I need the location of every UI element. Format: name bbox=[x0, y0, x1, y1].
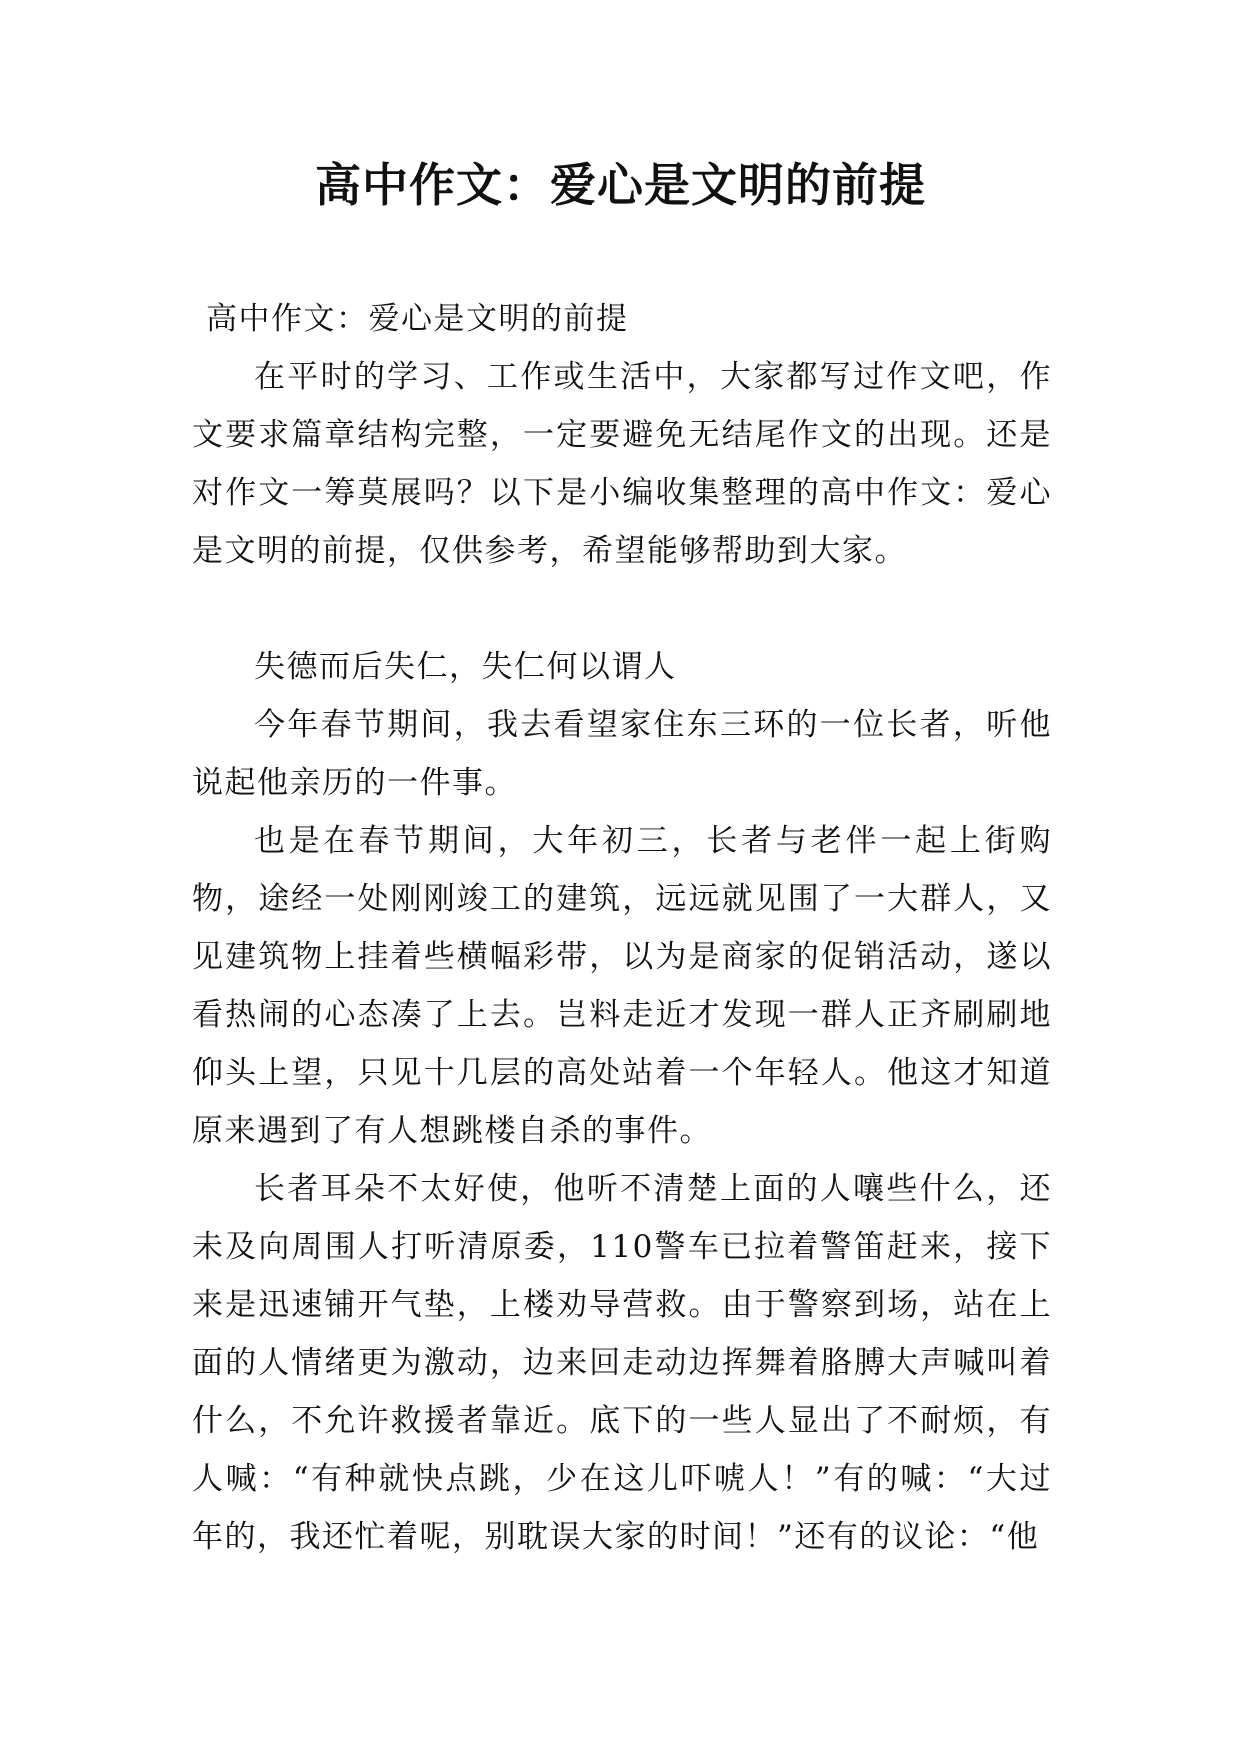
document-subtitle: 高中作文：爱心是文明的前提 bbox=[206, 301, 629, 337]
document-body bbox=[192, 290, 1052, 1566]
document-title: 高中作文：爱心是文明的前提 bbox=[315, 158, 926, 212]
body-paragraph: 今年春节期间，我去看望家住东三环的一位长者，听他说起他亲历的一件事。 bbox=[192, 707, 1052, 801]
section-heading: 失德而后失仁，失仁何以谓人 bbox=[254, 649, 677, 685]
body-paragraph: 也是在春节期间，大年初三，长者与老伴一起上街购物，途经一处刚刚竣工的建筑，远远就见围了一大群人，又见建筑物上挂着些横幅彩带，以为是商家的促销活动，遂以看热闹的心态凑了上去。岂料走近才发现一群人正齐刷刷地仰头上望，只见十几层的高处站着一个年轻人。他这才知道原来遇到了有人想跳楼自杀的事件。 bbox=[192, 823, 1052, 1149]
body-paragraph: 长者耳朵不太好使，他听不清楚上面的人嚷些什么，还未及向周围人打听清原委，110警车已拉着警笛赶来，接下来是迅速铺开气垫，上楼劝导营救。由于警察到场，站在上面的人情绪更为激动，边来回走动边挥舞着胳膊大声喊叫着什么，不允许救援者靠近。底下的一些人显出了不耐烦，有人喊：“有种就快点跳，少在这儿吓唬人！”有的喊：“大过年的，我还忙着呢，别耽误大家的时间！”还有的议论：“他 bbox=[192, 1171, 1052, 1555]
paragraph-spacer bbox=[192, 580, 1052, 638]
intro-paragraph: 在平时的学习、工作或生活中，大家都写过作文吧，作文要求篇章结构完整，一定要避免无结尾作文的出现。还是对作文一筹莫展吗？以下是小编收集整理的高中作文：爱心是文明的前提，仅供参考，希望能够帮助到大家。 bbox=[192, 359, 1052, 569]
